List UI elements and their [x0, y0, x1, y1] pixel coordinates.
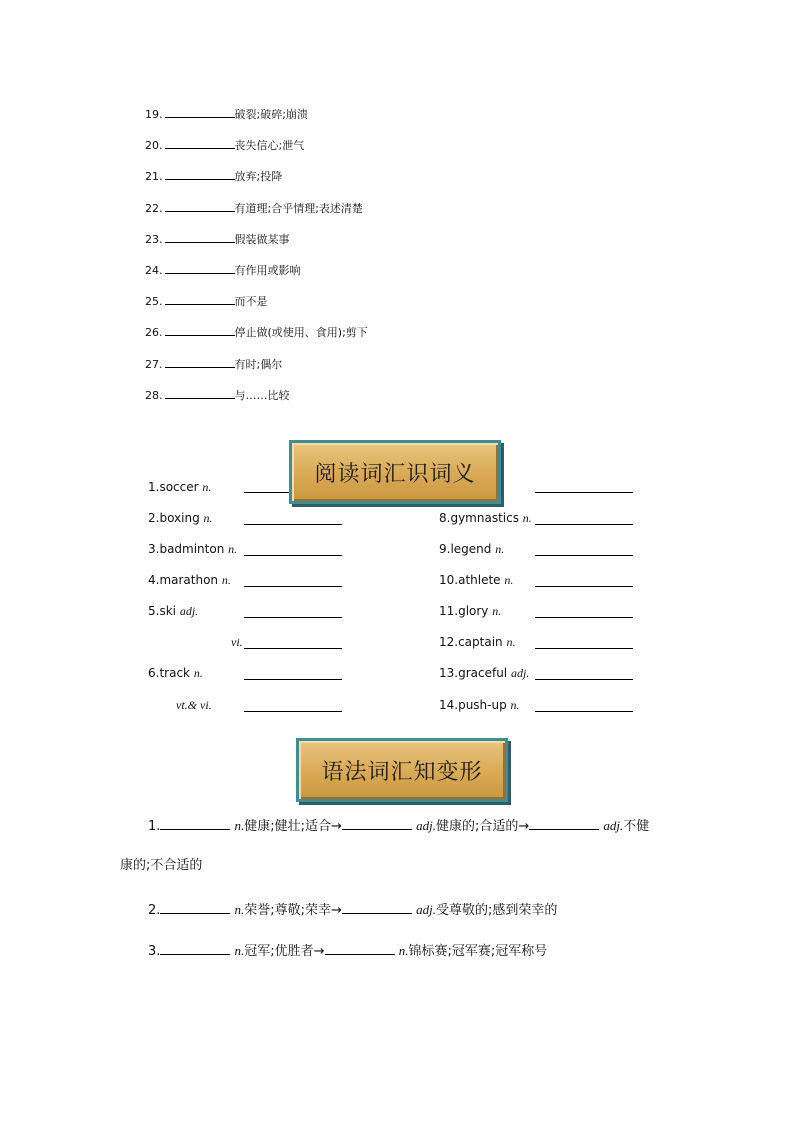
section-title: 阅读词汇识词义 [314, 461, 476, 487]
vocab-item: 6.track n. [148, 666, 203, 680]
list-item: 21. 放弃;投降 [145, 167, 282, 184]
grammar-item: 1. n.健康;健壮;适合→ adj.健康的;合适的→ adj.不健 [148, 815, 649, 836]
grammar-item: 3. n.冠军;优胜者→ n.锦标赛;冠军赛;冠军称号 [148, 940, 547, 961]
answer-blank[interactable] [535, 524, 633, 525]
vocab-item: 13.graceful adj. [439, 666, 530, 680]
vocab-item: vt.& vi. [176, 698, 212, 712]
answer-blank[interactable] [165, 136, 235, 149]
grammar-item-continued: 康的;不合适的 [120, 858, 203, 873]
list-item: 22. 有道理;合乎情理;表述清楚 [145, 199, 363, 216]
answer-blank[interactable] [160, 815, 230, 830]
answer-blank[interactable] [535, 555, 633, 556]
vocab-item: 12.captain n. [439, 635, 516, 649]
vocab-item: 14.push-up n. [439, 698, 520, 712]
answer-blank[interactable] [244, 586, 342, 587]
section-banner-grammar [296, 738, 508, 802]
answer-blank[interactable] [244, 617, 342, 618]
answer-blank[interactable] [165, 323, 235, 336]
answer-blank[interactable] [244, 711, 342, 712]
list-item: 26. 停止做(或使用、食用);剪下 [145, 323, 368, 340]
vocab-item: 3.badminton n. [148, 542, 238, 556]
grammar-item: 2. n.荣誉;尊敬;荣幸→ adj.受尊敬的;感到荣幸的 [148, 899, 557, 920]
list-item: 20. 丧失信心;泄气 [145, 136, 304, 153]
list-item: 24. 有作用或影响 [145, 261, 301, 278]
answer-blank[interactable] [244, 524, 342, 525]
answer-blank[interactable] [325, 940, 395, 955]
answer-blank[interactable] [535, 711, 633, 712]
vocab-item: 8.gymnastics n. [439, 511, 532, 525]
answer-blank[interactable] [535, 648, 633, 649]
answer-blank[interactable] [165, 167, 235, 180]
vocab-item: 2.boxing n. [148, 511, 213, 525]
section-title: 语法词汇知变形 [321, 759, 483, 785]
answer-blank[interactable] [342, 899, 412, 914]
vocab-item: 5.ski adj. [148, 604, 199, 618]
vocab-item: 1.soccer n. [148, 480, 212, 494]
answer-blank[interactable] [535, 492, 633, 493]
vocab-item: 4.marathon n. [148, 573, 231, 587]
answer-blank[interactable] [165, 386, 235, 399]
answer-blank[interactable] [165, 105, 235, 118]
list-item: 28. 与……比较 [145, 386, 290, 403]
answer-blank[interactable] [165, 199, 235, 212]
answer-blank[interactable] [165, 292, 235, 305]
vocab-item: 11.glory n. [439, 604, 502, 618]
answer-blank[interactable] [244, 555, 342, 556]
answer-blank[interactable] [160, 940, 230, 955]
vocab-item: vi. [231, 635, 243, 649]
list-item: 19. 破裂;破碎;崩溃 [145, 105, 308, 122]
vocab-item: 9.legend n. [439, 542, 505, 556]
answer-blank[interactable] [165, 355, 235, 368]
answer-blank[interactable] [165, 261, 235, 274]
list-item: 27. 有时;偶尔 [145, 355, 282, 372]
answer-blank[interactable] [244, 679, 342, 680]
answer-blank[interactable] [535, 617, 633, 618]
answer-blank[interactable] [160, 899, 230, 914]
answer-blank[interactable] [244, 648, 342, 649]
answer-blank[interactable] [165, 230, 235, 243]
answer-blank[interactable] [535, 679, 633, 680]
answer-blank[interactable] [535, 586, 633, 587]
vocab-item: 10.athlete n. [439, 573, 514, 587]
answer-blank[interactable] [529, 815, 599, 830]
section-banner-reading [289, 440, 501, 504]
answer-blank[interactable] [342, 815, 412, 830]
list-item: 25. 而不是 [145, 292, 268, 309]
list-item: 23. 假装做某事 [145, 230, 290, 247]
